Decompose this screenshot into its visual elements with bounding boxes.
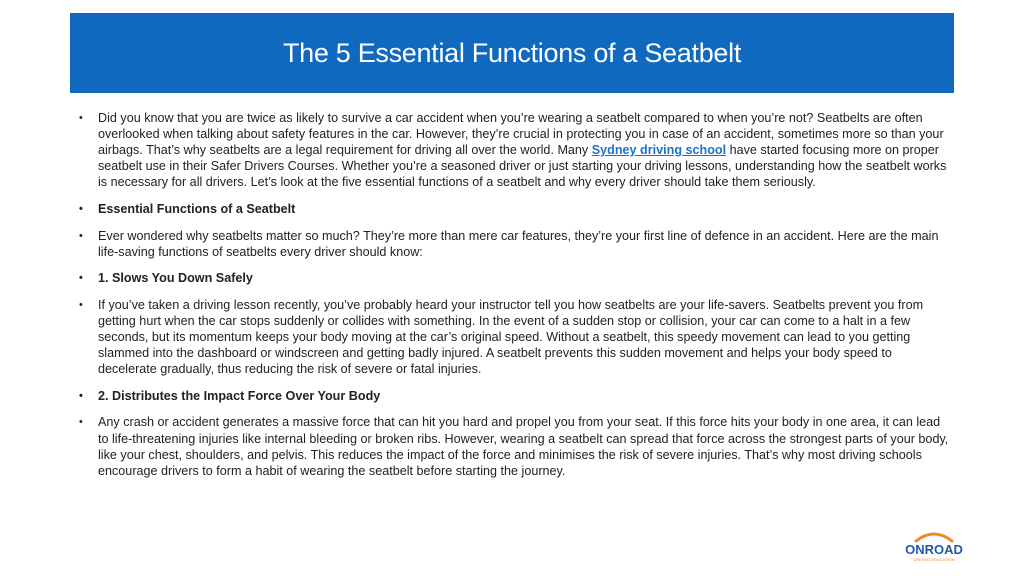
list-item-intro: [76, 110, 952, 190]
list-item-distributes-text: [76, 414, 952, 478]
intro-text-before: Did you know that you are twice as likely to survive a car accident when you’re wearing a seatbelt compared to when you’re not? Seatbelts are often overlooked when talking about safety features in the car. However, they’re crucial in protecting you in case of an accident, sometimes more so than your airbags. That’s why seatbelts are a legal requirement for driving all over the world. Many: [98, 111, 944, 158]
content-list: [76, 110, 952, 489]
list-item-essential-text: [76, 228, 952, 260]
slows-text: If you’ve taken a driving lesson recently, you’ve probably heard your instructor tell you how seatbelts are your life-savers. Seatbelts prevent you from getting hurt when the car stops suddenly or collides with something. In the event of a sudden stop or collision, your car can come to a halt in a few seconds, but its momentum keeps your body moving at the car’s original speed. Without a seatbelt, this speedy movement can lead to you getting slammed into the dashboard or windscreen and getting badly injured. A seatbelt prevents this sudden movement and helps your body speed to decelerate gradually, thus reducing the risk of severe or fatal injuries.: [98, 297, 924, 377]
logo-tagline: DRIVING EDUCATION: [913, 557, 955, 562]
bullet: •: [79, 202, 83, 215]
essential-heading: Essential Functions of a Seatbelt: [98, 201, 296, 216]
bullet: •: [79, 272, 83, 285]
title-banner: [70, 13, 954, 93]
bullet: •: [79, 416, 83, 429]
bullet: •: [79, 298, 83, 311]
list-item-distributes-heading: [76, 388, 952, 404]
logo-arc-icon: [916, 534, 952, 541]
bullet: •: [79, 229, 83, 242]
onroad-logo: [898, 528, 970, 564]
intro-text-after: have started focusing more on proper seatbelt use in their Safer Drivers Courses. Whether you’re a seasoned driver or just starting your driving lessons, understanding how the seatbelt works is necessary for all drivers. Let’s look at the five essential functions of a seatbelt and why every driver should take them seriously.: [98, 143, 947, 190]
bullet: •: [79, 389, 83, 402]
essential-text: Ever wondered why seatbelts matter so much? They’re more than mere car features, they’re your first line of defence in an accident. Here are the main life-saving functions of seatbelts every driver should know:: [98, 228, 939, 259]
list-item-essential-heading: [76, 201, 952, 217]
slide-title: The 5 Essential Functions of a Seatbelt: [282, 37, 742, 68]
distributes-heading: 2. Distributes the Impact Force Over Your Body: [98, 388, 381, 403]
sydney-driving-school-link[interactable]: Sydney driving school: [591, 143, 727, 158]
onroad-logo-graphic: [898, 528, 970, 564]
slows-heading: 1. Slows You Down Safely: [98, 271, 253, 286]
list-item-slows-heading: [76, 270, 952, 286]
distributes-text: Any crash or accident generates a massive force that can hit you hard and propel you from your seat. If this force hits your body in one area, it can lead to life-threatening injuries like internal bleeding or broken ribs. However, wearing a seatbelt can spread that force across the strongest parts of your body, like your chest, shoulders, and pelvis. This reduces the impact of the force and minimises the risk of severe injuries. That’s why most driving schools encourage drivers to form a habit of wearing the seatbelt before starting the journey.: [98, 415, 949, 478]
list-item-slows-text: [76, 297, 952, 377]
bullet: •: [79, 112, 83, 124]
logo-wordmark: ONROAD: [905, 542, 963, 557]
